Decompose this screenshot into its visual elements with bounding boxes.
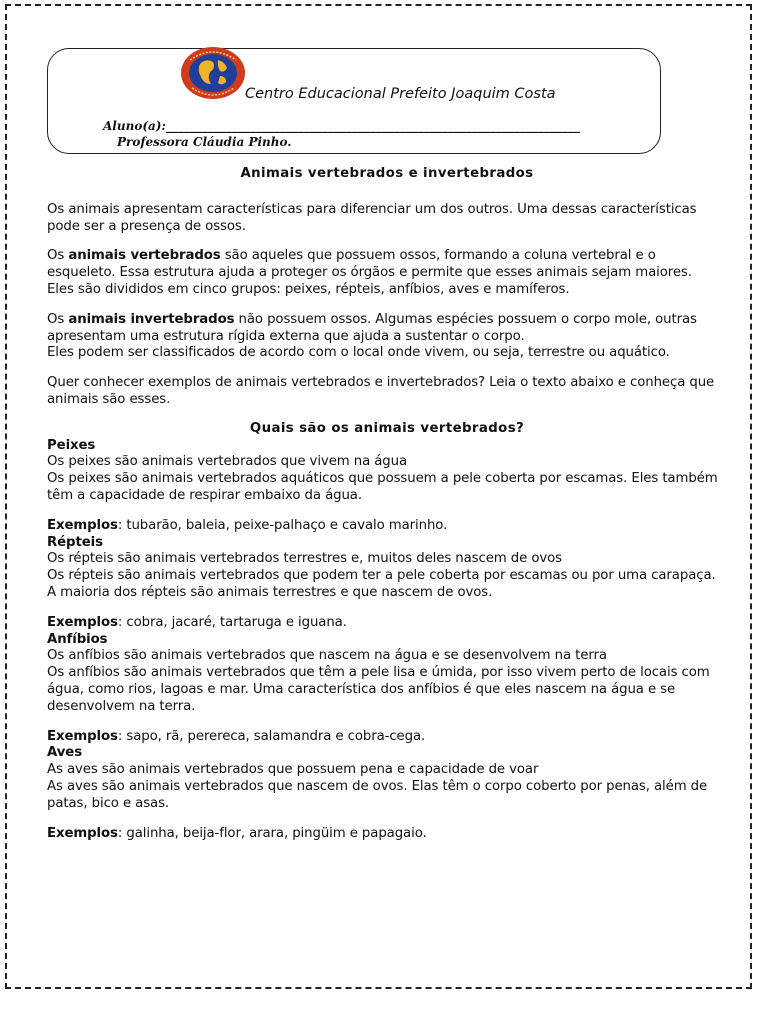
vertebrates-paragraph: Os animais vertebrados são aqueles que possuem ossos, formando a coluna vertebral e o esqueleto. Essa estrutura ajuda a proteger os órgãos e permite que esses animais sejam maiores. <box>47 248 692 281</box>
group-examples: Exemplos: cobra, jacaré, tartaruga e iguana. <box>47 614 347 630</box>
intro-paragraph: Os animais apresentam características para diferenciar um dos outros. Uma dessas características pode ser a presença de ossos. <box>47 201 697 234</box>
group-line: Os répteis são animais vertebrados terrestres e, muitos deles nascem de ovos <box>47 551 562 567</box>
group-heading-anfibios: Anfíbios <box>47 631 108 647</box>
document-body <box>47 166 727 842</box>
question-paragraph: Quer conhecer exemplos de animais vertebrados e invertebrados? Leia o texto abaixo e conheça que animais são esses. <box>47 375 715 407</box>
document-title: Animais vertebrados e invertebrados <box>240 166 534 181</box>
invertebrates-classification: Eles podem ser classificados de acordo com o local onde vivem, ou seja, terrestre ou aquático. <box>47 345 670 361</box>
invertebrates-paragraph: Os animais invertebrados não possuem ossos. Algumas espécies possuem o corpo mole, outras apresentam uma estrutura rígida externa que ajuda a sustentar o corpo. <box>47 311 697 344</box>
group-line: As aves são animais vertebrados que possuem pena e capacidade de voar <box>47 762 539 778</box>
vertebrates-groups: Eles são divididos em cinco grupos: peixes, répteis, anfíbios, aves e mamíferos. <box>47 281 570 297</box>
group-examples: Exemplos: tubarão, baleia, peixe-palhaço e cavalo marinho. <box>47 517 448 533</box>
teacher-name: Professora Cláudia Pinho. <box>117 135 292 149</box>
group-description: Os peixes são animais vertebrados aquáticos que possuem a pele coberta por escamas. Eles também têm a capacidade de respirar embaixo da água. <box>47 471 718 503</box>
group-line: Os anfíbios são animais vertebrados que nascem na água e se desenvolvem na terra <box>47 648 607 664</box>
section-subtitle: Quais são os animais vertebrados? <box>249 420 525 436</box>
group-heading-repteis: Répteis <box>47 534 103 550</box>
group-description: Os répteis são animais vertebrados que podem ter a pele coberta por escamas ou por uma carapaça. A maioria dos répteis são animais terrestres e que nascem de ovos. <box>47 568 716 600</box>
school-logo-icon <box>180 46 246 100</box>
group-examples: Exemplos: sapo, rã, perereca, salamandra e cobra-cega. <box>47 728 426 744</box>
group-description: Os anfíbios são animais vertebrados que têm a pele lisa e úmida, por isso vivem perto de locais com água, como rios, lagoas e mar. Uma característica dos anfíbios é que eles nascem na água e se desenvolvem na terra. <box>47 665 710 714</box>
student-name-field[interactable]: Aluno(a):_____________________________________________________________________ <box>103 119 580 133</box>
invertebrates-term: animais invertebrados <box>68 311 235 327</box>
group-examples: Exemplos: galinha, beija-flor, arara, pingüim e papagaio. <box>47 825 427 841</box>
school-name: Centro Educacional Prefeito Joaquim Costa <box>245 86 556 102</box>
group-line: Os peixes são animais vertebrados que vivem na água <box>47 454 408 470</box>
group-description: As aves são animais vertebrados que nascem de ovos. Elas têm o corpo coberto por penas, além de patas, bico e asas. <box>47 778 708 811</box>
group-heading-aves: Aves <box>47 745 83 761</box>
group-heading-peixes: Peixes <box>47 437 96 453</box>
vertebrates-term: animais vertebrados <box>68 248 221 264</box>
